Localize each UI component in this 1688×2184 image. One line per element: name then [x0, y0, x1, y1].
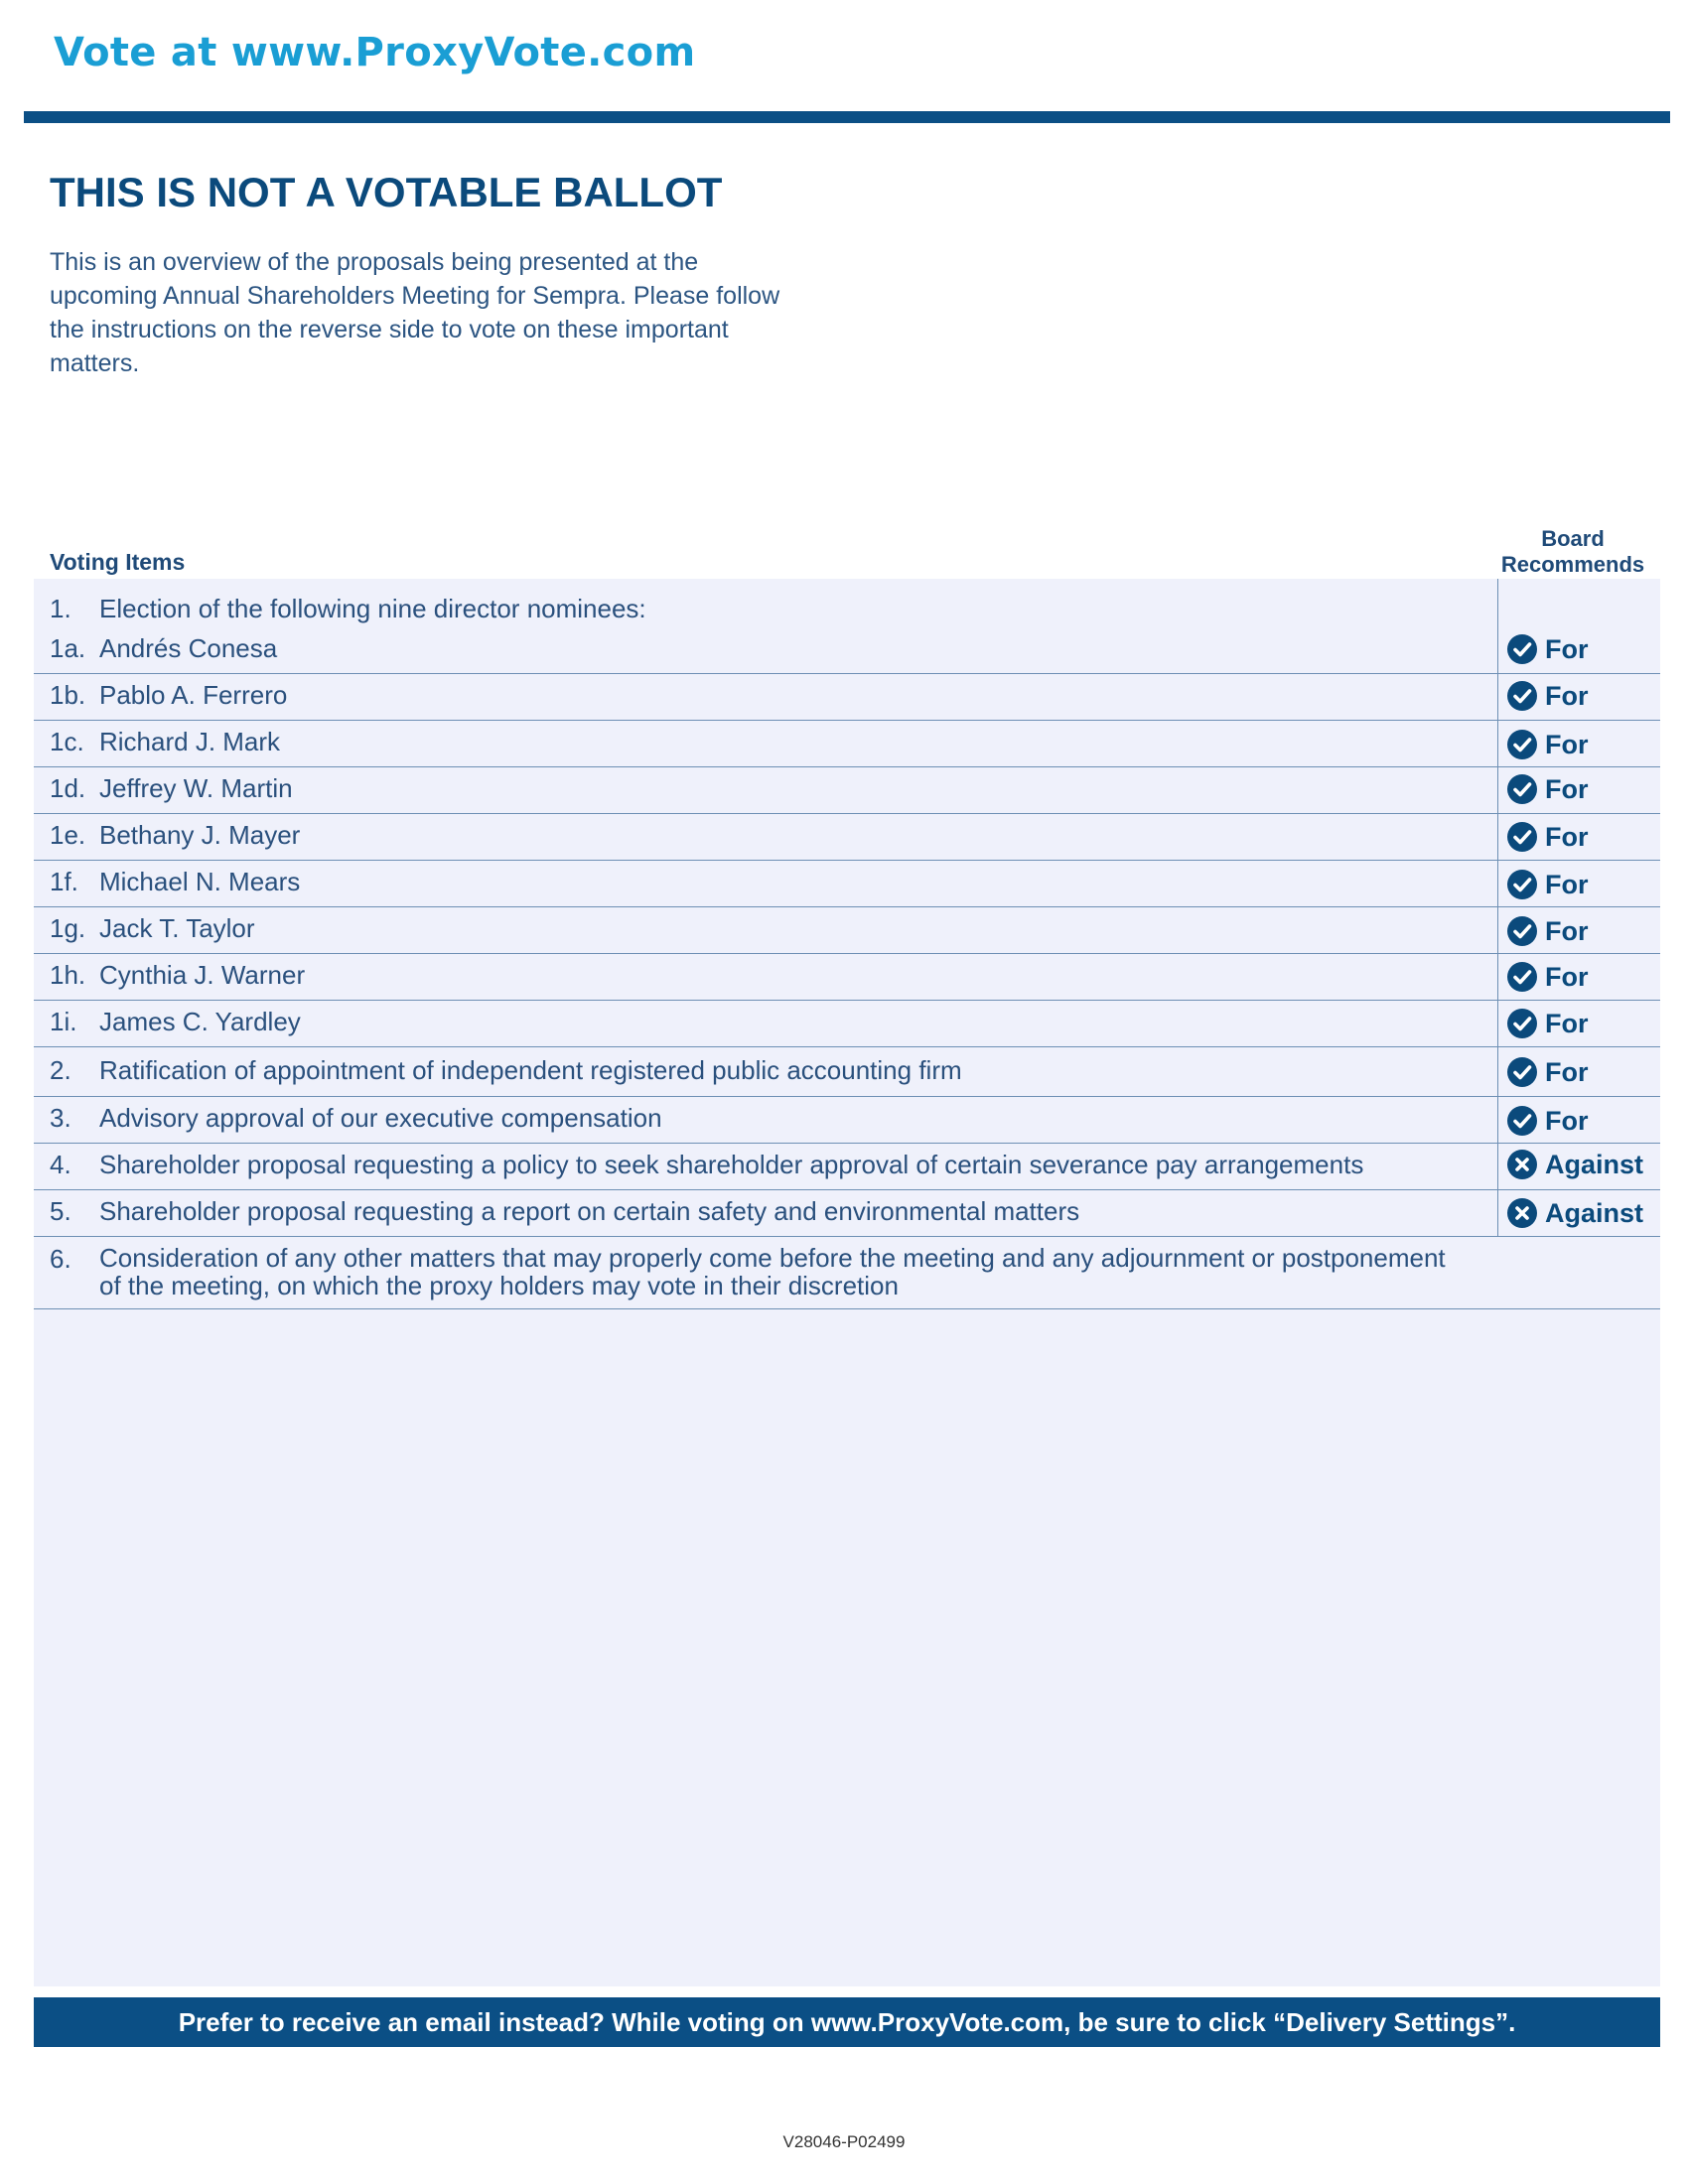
item-text: Andrés Conesa — [99, 633, 278, 663]
check-circle-icon — [1506, 821, 1538, 853]
check-circle-icon — [1506, 773, 1538, 805]
item-text: Jeffrey W. Martin — [99, 773, 293, 803]
page-title: THIS IS NOT A VOTABLE BALLOT — [50, 169, 723, 215]
recommendation-label: For — [1545, 773, 1589, 804]
item-text: Michael N. Mears — [99, 867, 301, 896]
table-row — [34, 907, 1660, 954]
table-row — [34, 954, 1660, 1001]
check-circle-icon — [1506, 1008, 1538, 1039]
item-text: Cynthia J. Warner — [99, 960, 306, 990]
item-number: 1e. — [50, 820, 86, 850]
check-circle-icon — [1506, 680, 1538, 712]
table-row — [34, 814, 1660, 861]
recommendation-for — [1506, 961, 1589, 993]
item-text-line: Consideration of any other matters that may properly come before the meeting and any adjournment or postponement — [99, 1243, 1446, 1273]
item-text: Election of the following nine director nominees: — [99, 594, 646, 623]
item-number: 1i. — [50, 1007, 77, 1036]
table-row — [34, 861, 1660, 907]
recommendation-against — [1506, 1149, 1643, 1180]
check-circle-icon — [1506, 915, 1538, 947]
table-row — [34, 1047, 1660, 1097]
recommendation-label: Against — [1545, 1149, 1644, 1179]
recommendation-for — [1506, 633, 1589, 665]
recommendation-for — [1506, 869, 1589, 900]
item-number: 1. — [50, 594, 71, 623]
board-recommends-header — [1493, 526, 1652, 578]
table-row — [34, 1190, 1660, 1237]
table-row — [34, 1237, 1660, 1309]
x-circle-icon — [1506, 1197, 1538, 1229]
recommendation-label: For — [1545, 961, 1589, 992]
table-row — [34, 579, 1660, 674]
recommendation-label: For — [1545, 1056, 1589, 1087]
item-text: Pablo A. Ferrero — [99, 680, 288, 710]
table-row — [34, 1001, 1660, 1047]
item-text: James C. Yardley — [99, 1007, 301, 1036]
voting-items-header: Voting Items — [50, 549, 186, 575]
item-number: 1f. — [50, 867, 78, 896]
item-number: 1a. — [50, 633, 86, 663]
recommendation-for — [1506, 729, 1589, 760]
intro-paragraph: This is an overview of the proposals being presented at the upcoming Annual Shareholders Meeting for Sempra. Please follow the instructions on the reverse side to vote on these important matters. — [50, 248, 780, 377]
recommendation-label: For — [1545, 633, 1589, 664]
table-row — [34, 767, 1660, 814]
item-number: 3. — [50, 1103, 71, 1133]
table-row — [34, 1144, 1660, 1190]
item-number: 1g. — [50, 913, 86, 943]
item-text: Shareholder proposal requesting a report on certain safety and environmental matters — [99, 1196, 1080, 1226]
document-code: V28046-P02499 — [782, 2132, 906, 2151]
header-rule — [24, 111, 1670, 123]
check-circle-icon — [1506, 1105, 1538, 1137]
recommendation-label: For — [1545, 821, 1589, 852]
recommendation-label: For — [1545, 915, 1589, 946]
item-number: 6. — [50, 1244, 71, 1274]
recommendation-against — [1506, 1197, 1643, 1229]
item-number: 4. — [50, 1150, 71, 1179]
item-text: Shareholder proposal requesting a policy to seek shareholder approval of certain severance pay arrangements — [99, 1150, 1364, 1179]
table-row — [34, 721, 1660, 767]
table-row — [34, 1097, 1660, 1144]
recommendation-for — [1506, 915, 1589, 947]
item-text: Bethany J. Mayer — [99, 820, 301, 850]
item-number: 1b. — [50, 680, 86, 710]
item-text-line: of the meeting, on which the proxy holders may vote in their discretion — [99, 1271, 899, 1300]
item-number: 1d. — [50, 773, 86, 803]
delivery-settings-banner: Prefer to receive an email instead? While voting on www.ProxyVote.com, be sure to click “Delivery Settings”. — [34, 1997, 1660, 2047]
item-text: Jack T. Taylor — [99, 913, 255, 943]
recommendation-label: For — [1545, 869, 1589, 899]
item-number: 5. — [50, 1196, 71, 1226]
recommendation-for — [1506, 821, 1589, 853]
item-number: 2. — [50, 1055, 71, 1085]
item-number: 1h. — [50, 960, 86, 990]
board-header-line2: Recommends — [1500, 552, 1645, 577]
board-header-line1: Board — [1541, 526, 1605, 551]
voting-items-table — [34, 579, 1660, 1309]
table-row — [34, 674, 1660, 721]
check-circle-icon — [1506, 729, 1538, 760]
item-text — [99, 1244, 1487, 1299]
check-circle-icon — [1506, 961, 1538, 993]
recommendation-for — [1506, 1056, 1589, 1088]
recommendation-for — [1506, 773, 1589, 805]
recommendation-label: For — [1545, 729, 1589, 759]
recommendation-label: For — [1545, 1105, 1589, 1136]
item-number: 1c. — [50, 727, 84, 756]
check-circle-icon — [1506, 633, 1538, 665]
check-circle-icon — [1506, 869, 1538, 900]
recommendation-label: For — [1545, 1008, 1589, 1038]
recommendation-label: For — [1545, 680, 1589, 711]
x-circle-icon — [1506, 1149, 1538, 1180]
item-text: Advisory approval of our executive compensation — [99, 1103, 662, 1133]
proxyvote-header: Vote at www.ProxyVote.com — [54, 30, 696, 75]
recommendation-for — [1506, 1105, 1589, 1137]
recommendation-for — [1506, 1008, 1589, 1039]
recommendation-for — [1506, 680, 1589, 712]
item-text: Richard J. Mark — [99, 727, 281, 756]
recommendation-label: Against — [1545, 1197, 1644, 1228]
check-circle-icon — [1506, 1056, 1538, 1088]
item-text: Ratification of appointment of independent registered public accounting firm — [99, 1055, 962, 1085]
